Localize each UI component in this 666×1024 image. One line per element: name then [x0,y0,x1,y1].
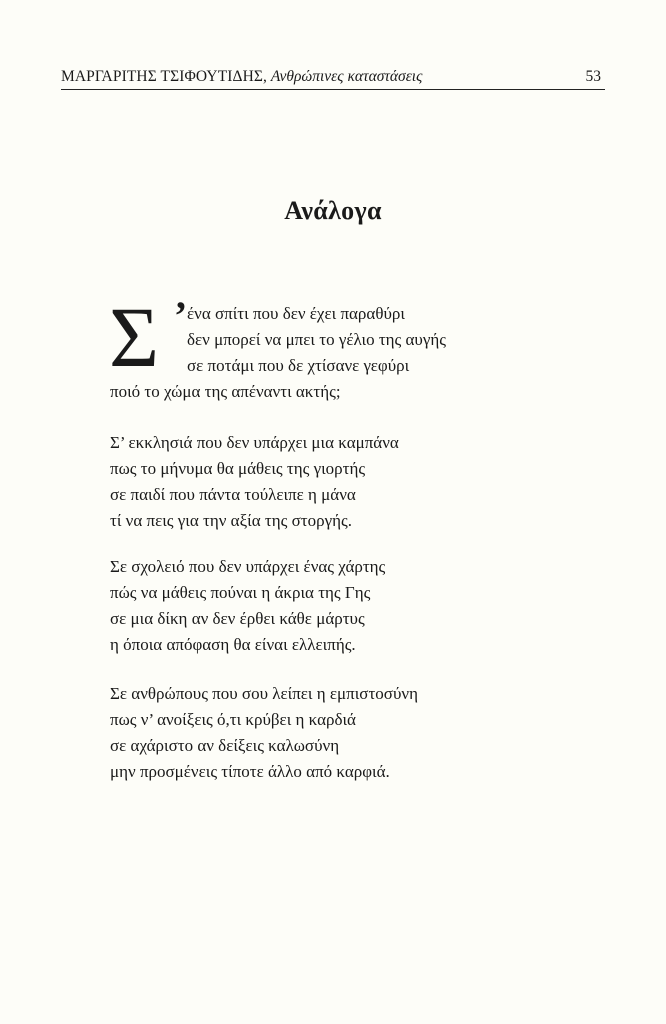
poem-line: πως το μήνυμα θα μάθεις της γιορτής [110,459,366,478]
poem-line: δεν μπορεί να μπει το γέλιο της αυγής [187,330,446,349]
header-author: ΜΑΡΓΑΡΙΤΗΣ ΤΣΙΦΟΥΤΙΔΗΣ, [61,68,267,85]
stanza-1 [110,301,446,405]
drop-cap-letter: Σ [109,289,160,385]
poem-line: σε μια δίκη αν δεν έρθει κάθε μάρτυς [110,609,365,628]
poem-line: τί να πεις για την αξία της στοργής. [110,511,352,530]
poem-title: Ανάλογα [284,196,382,225]
poem-line: πως ν’ ανοίξεις ό,τι κρύβει η καρδιά [110,710,356,729]
poem-line: η όποια απόφαση θα είναι ελλειπής. [110,635,356,654]
drop-cap-apostrophe: ’ [174,293,188,338]
poem-line: σε αχάριστο αν δείξεις καλωσύνη [110,736,340,755]
poem-line: μην προσμένεις τίποτε άλλο από καρφιά. [110,762,390,781]
header-book-title: Ανθρώπινες καταστάσεις [270,68,423,85]
poem-line: σε παιδί που πάντα τούλειπε η μάνα [110,485,356,504]
poem-line: πώς να μάθεις πούναι η άκρια της Γης [110,583,371,602]
poem-line: ποιό το χώμα της απέναντι ακτής; [110,382,341,401]
poem-line: ένα σπίτι που δεν έχει παραθύρι [187,304,405,323]
running-header [61,67,605,90]
stanza-3 [110,554,385,658]
stanza-2 [110,430,399,534]
poem-line: Σ’ εκκλησιά που δεν υπάρχει μια καμπάνα [110,433,399,452]
poem-line: Σε σχολειό που δεν υπάρχει ένας χάρτης [110,557,386,576]
stanza-4 [110,681,418,785]
page-number: 53 [585,68,601,85]
poem-line: Σε ανθρώπους που σου λείπει η εμπιστοσύνη [110,684,418,703]
poem-line: σε ποτάμι που δε χτίσανε γεφύρι [187,356,410,375]
